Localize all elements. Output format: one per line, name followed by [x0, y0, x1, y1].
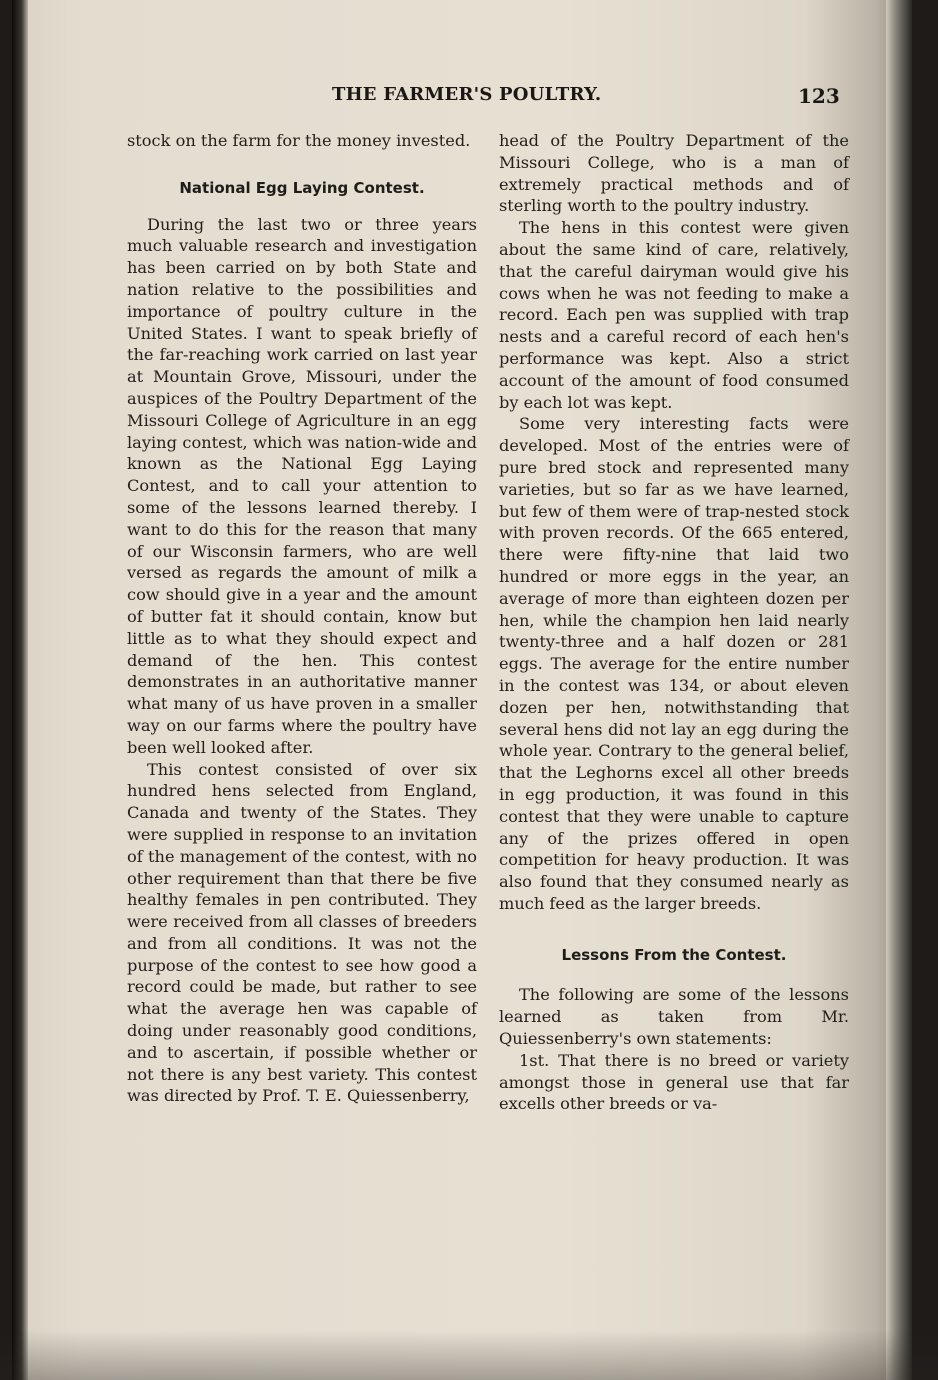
- right-continued-paragraph: head of the Poultry Department of the Missouri College, who is a man of extremely practical methods and of sterling worth to the poultry industry.: [499, 131, 849, 216]
- left-paragraph-2: This contest consisted of over six hundred hens selected from England, Canada and twenty of the States. They were supplied in response to an invitation of the management of the contest, with no other requirement than that there be five healthy females in pen contributed. They were received from all classes of breeders and from all conditions. It was not the purpose of the contest to see how good a record could be made, but rather to see what the average hen was capable of doing under reasonably good conditions, and to ascertain, if possible whether or not there is any best variety. This contest was directed by Prof. T. E. Quiessenberry,: [127, 759, 477, 1106]
- section-heading-lessons-from-the-contest: Lessons From the Contest.: [561, 945, 787, 964]
- right-paragraph-3: The following are some of the lessons learned as taken from Mr. Quiessenberry's own statements:: [499, 985, 849, 1049]
- left-continued-paragraph: stock on the farm for the money invested.: [127, 131, 471, 150]
- right-paragraph-4: 1st. That there is no breed or variety amongst those in general use that far excells other breeds or va-: [499, 1050, 849, 1114]
- page-right-edge: [886, 0, 912, 1380]
- right-paragraph-2: Some very interesting facts were developed. Most of the entries were of pure bred stock and represented many varieties, but so far as we have learned, but few of them were of trap-nested stock with proven records. Of the 665 entered, there were fifty-nine that laid two hundred or more eggs in the year, an average of more than eighteen dozen per hen, while the champion hen laid nearly twenty-three and a half dozen or 281 eggs. The average for the entire number in the contest was 134, or about eleven dozen per hen, notwithstanding that several hens did not lay an egg during the whole year. Contrary to the general belief, that the Leghorns excel all other breeds in egg production, it was found in this contest that they were unable to capture any of the prizes offered in open competition for heavy production. It was also found that they consumed nearly as much feed as the larger breeds.: [499, 414, 849, 913]
- page-number: 123: [798, 84, 840, 108]
- section-heading-national-egg-laying-contest: National Egg Laying Contest.: [179, 178, 425, 197]
- right-paragraph-1: The hens in this contest were given about the same kind of care, relatively, that the careful dairyman would give his cows when he was not feeding to make a record. Each pen was supplied with trap nests and a careful record of each hen's performance was kept. Also a strict account of the amount of food consumed by each lot was kept.: [499, 218, 849, 412]
- book-page: [12, 0, 912, 1380]
- running-title: THE FARMER'S POULTRY.: [332, 84, 602, 105]
- left-paragraph-1: During the last two or three years much valuable research and investigation has been carried on by both State and nation relative to the possibilities and importance of poultry culture in the United States. I want to speak briefly of the far-reaching work carried on last year at Mountain Grove, Missouri, under the auspices of the Poultry Department of the Missouri College of Agriculture in an egg laying contest, which was nation-wide and known as the National Egg Laying Contest, and to call your attention to some of the lessons learned thereby. I want to do this for the reason that many of our Wisconsin farmers, who are well versed as regards the amount of milk a cow should give in a year and the amount of butter fat it should contain, know but little as to what they should expect and demand of the hen. This contest demonstrates in an authoritative manner what many of us have proven in a smaller way on our farms where the poultry have been well looked after.: [127, 214, 477, 757]
- left-column: [127, 130, 477, 1107]
- page-bottom-shadow: [0, 1330, 938, 1380]
- page-left-edge: [12, 0, 28, 1380]
- right-column: [499, 130, 849, 1115]
